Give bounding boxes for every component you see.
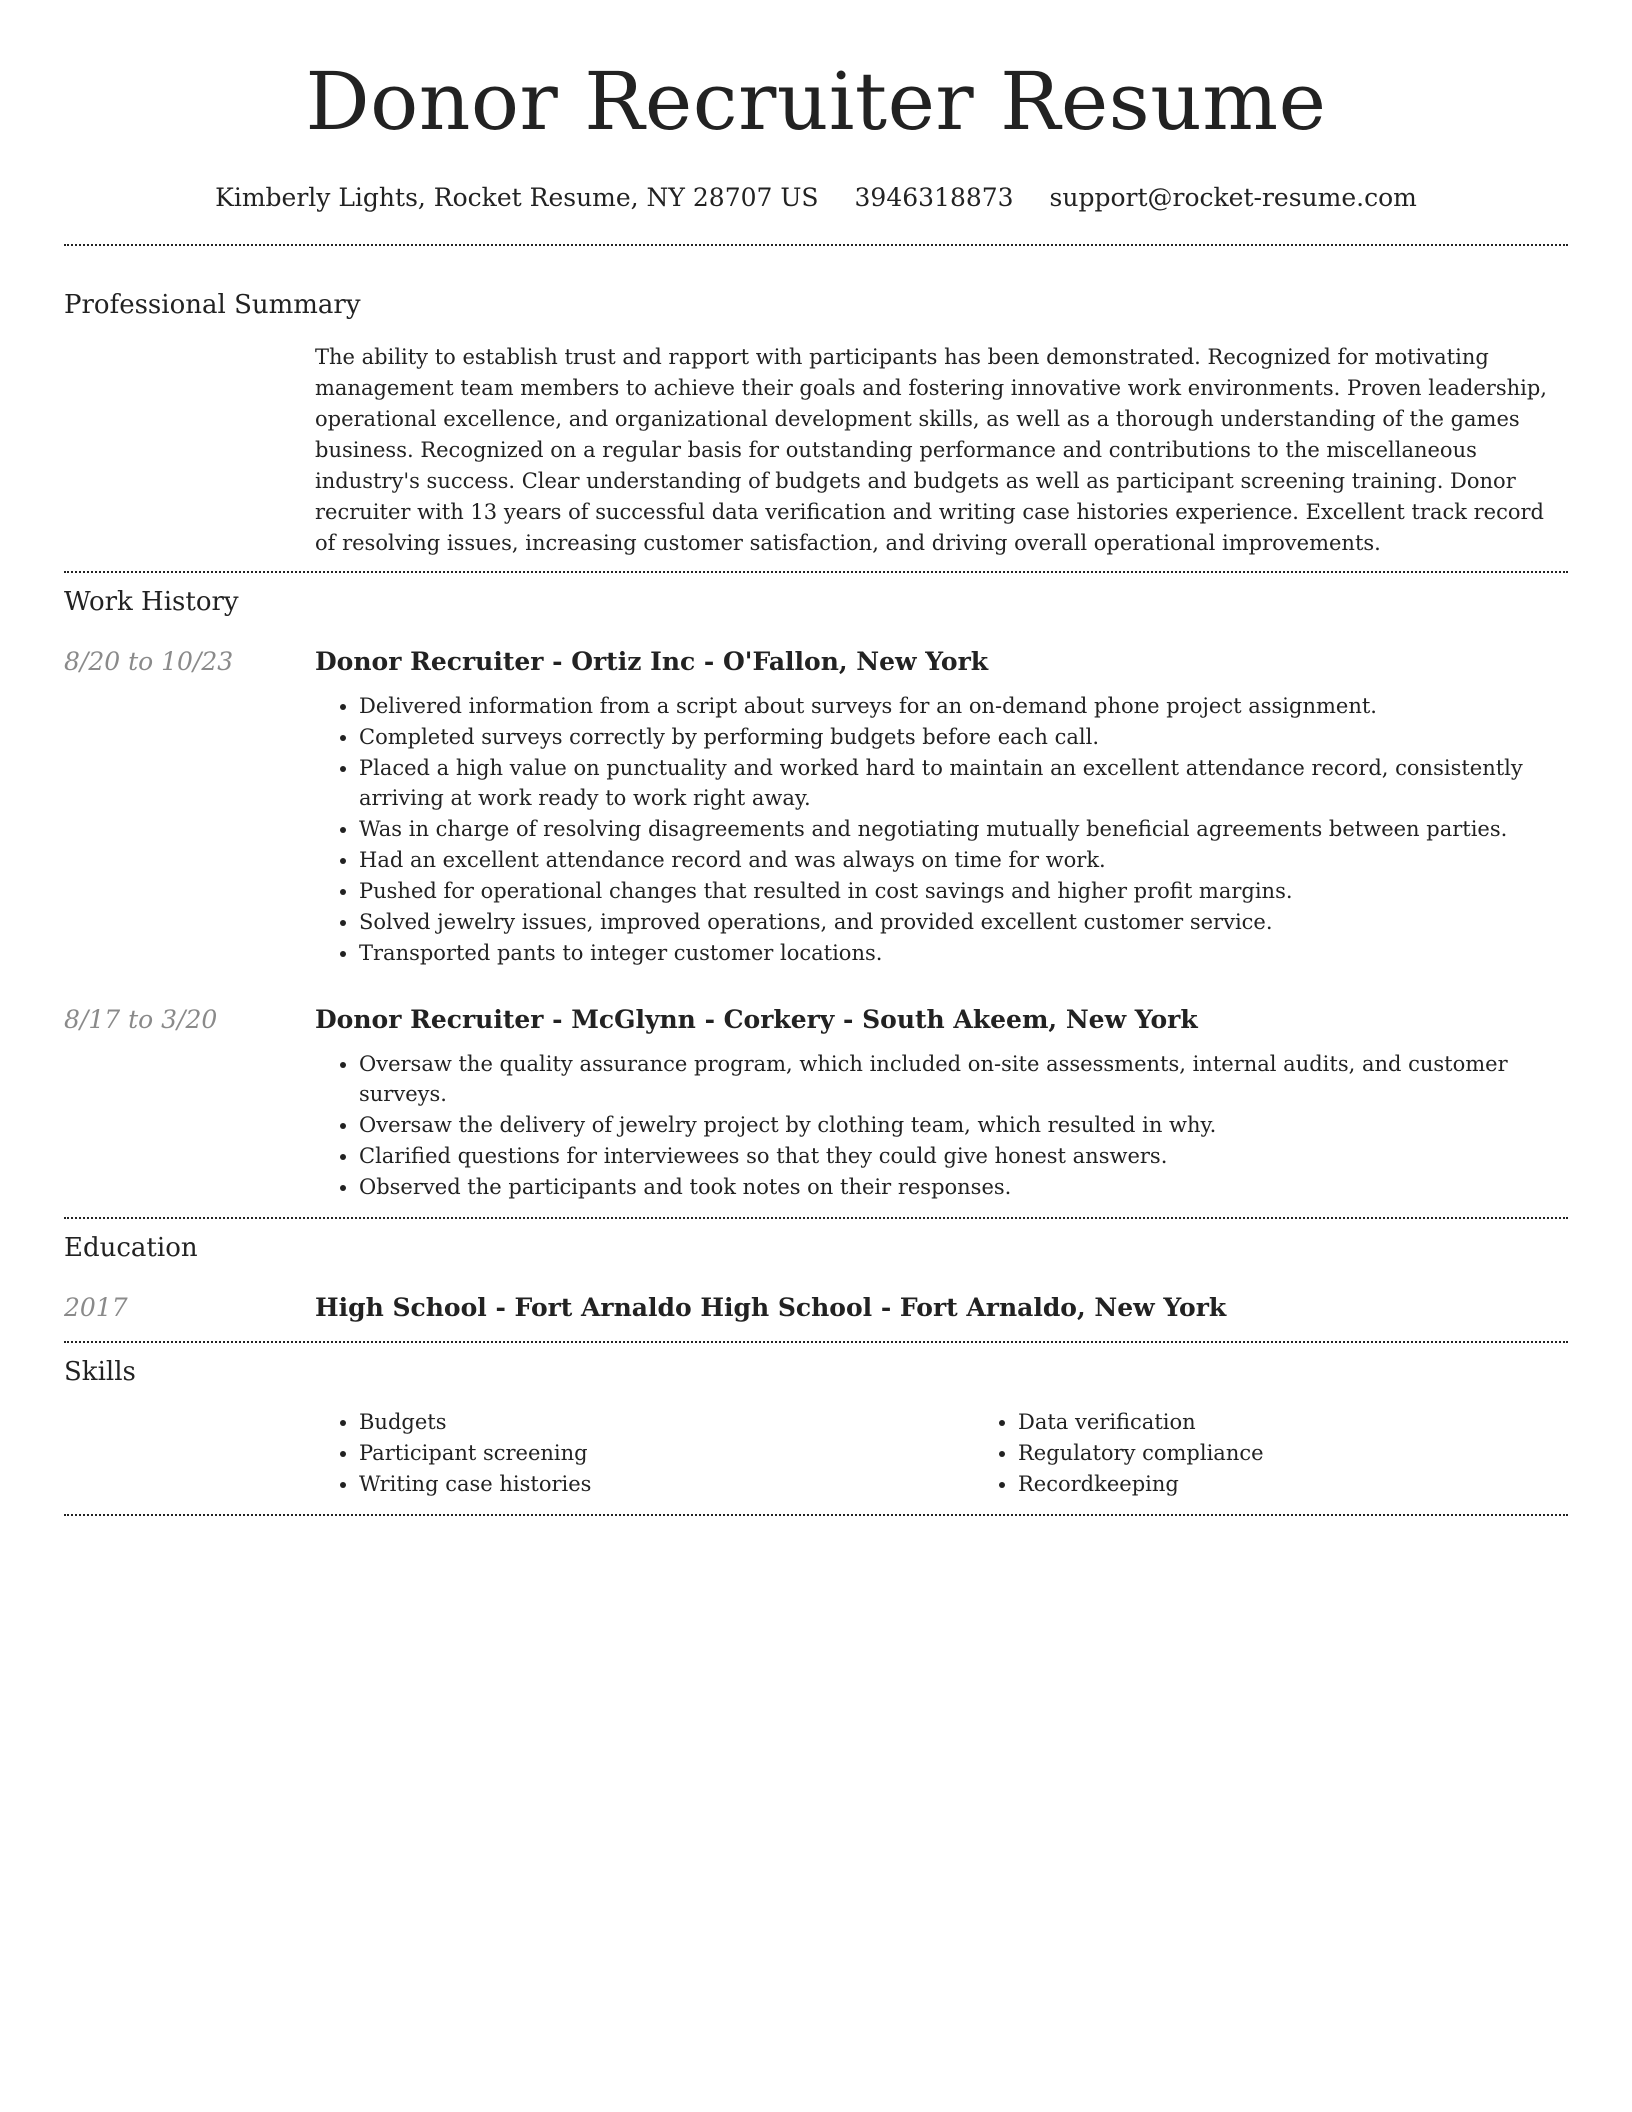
- job-entry: [64, 645, 1568, 969]
- contact-email: support@rocket-resume.com: [1049, 183, 1417, 212]
- education-entry: [64, 1291, 1568, 1325]
- contact-address: Kimberly Lights, Rocket Resume, NY 28707 US: [215, 183, 819, 212]
- job-bullet: • Pushed for operational changes that resulted in cost savings and higher profit margins.: [359, 876, 1568, 906]
- section-heading: Work History: [64, 587, 239, 617]
- divider: [64, 1514, 1568, 1516]
- job-bullet: • Was in charge of resolving disagreements and negotiating mutually beneficial agreements between parties.: [359, 814, 1568, 844]
- skills-section: [64, 1343, 1568, 1514]
- skill-item: • Recordkeeping: [1018, 1469, 1632, 1500]
- job-bullet: • Placed a high value on punctuality and worked hard to maintain an excellent attendance record, consistently arriving at work ready to work right away.: [359, 753, 1568, 813]
- job-bullet: • Oversaw the quality assurance program, which included on-site assessments, internal audits, and customer surveys.: [359, 1049, 1568, 1109]
- job-bullet: • Had an excellent attendance record and was always on time for work.: [359, 845, 1568, 875]
- job-bullet: • Clarified questions for interviewees so that they could give honest answers.: [359, 1141, 1568, 1171]
- work-history-section: [64, 573, 1568, 1217]
- section-heading: Skills: [64, 1357, 136, 1387]
- page-title: Donor Recruiter Resume: [305, 55, 1327, 148]
- skills-list-right: [974, 1407, 1632, 1500]
- skill-item: • Regulatory compliance: [1018, 1438, 1632, 1469]
- education-title: High School - Fort Arnaldo High School - Fort Arnaldo, New York: [315, 1293, 1227, 1322]
- job-bullet: • Solved jewelry issues, improved operations, and provided excellent customer service.: [359, 907, 1568, 937]
- skills-list-left: [315, 1407, 974, 1500]
- job-title: Donor Recruiter - McGlynn - Corkery - South Akeem, New York: [315, 1005, 1198, 1034]
- job-bullets: [315, 1049, 1568, 1202]
- skill-item: • Writing case histories: [359, 1469, 974, 1500]
- resume-page: [64, 0, 1568, 1516]
- job-bullet: • Oversaw the delivery of jewelry project by clothing team, which resulted in why.: [359, 1110, 1568, 1140]
- job-bullet: • Transported pants to integer customer locations.: [359, 938, 1568, 968]
- summary-text: The ability to establish trust and rapport with participants has been demonstrated. Recognized for motivating management team members to achieve their goals and fostering innovative work environments. Proven leadership, operational excellence, and organizational development skills, as well as a thorough understanding of the games business. Recognized on a regular basis for outstanding performance and contributions to the miscellaneous industry's success. Clear understanding of budgets and budgets as well as participant screening training. Donor recruiter with 13 years of successful data verification and writing case histories experience. Excellent track record of resolving issues, increasing customer satisfaction, and driving overall operational improvements.: [315, 345, 1547, 555]
- contact-phone: 3946318873: [854, 183, 1014, 212]
- job-bullet: • Delivered information from a script about surveys for an on-demand phone project assignment.: [359, 691, 1568, 721]
- job-dates: 8/20 to 10/23: [64, 647, 234, 676]
- job-bullets: [315, 691, 1568, 968]
- section-heading: Education: [64, 1233, 198, 1263]
- education-section: [64, 1219, 1568, 1341]
- skill-item: • Participant screening: [359, 1438, 974, 1469]
- skill-item: • Data verification: [1018, 1407, 1632, 1438]
- education-body: [315, 1291, 1568, 1325]
- job-entry: [64, 1003, 1568, 1203]
- section-heading: Professional Summary: [64, 290, 361, 320]
- contact-line: [64, 182, 1568, 214]
- job-body: [315, 645, 1568, 969]
- skills-columns: [315, 1407, 1568, 1514]
- education-dates: 2017: [64, 1293, 128, 1322]
- job-bullet: • Observed the participants and took notes on their responses.: [359, 1172, 1568, 1202]
- job-bullet: • Completed surveys correctly by performing budgets before each call.: [359, 722, 1568, 752]
- job-dates: 8/17 to 3/20: [64, 1005, 218, 1034]
- job-title: Donor Recruiter - Ortiz Inc - O'Fallon, New York: [315, 647, 989, 676]
- summary-section: [64, 246, 1568, 571]
- job-body: [315, 1003, 1568, 1203]
- skill-item: • Budgets: [359, 1407, 974, 1438]
